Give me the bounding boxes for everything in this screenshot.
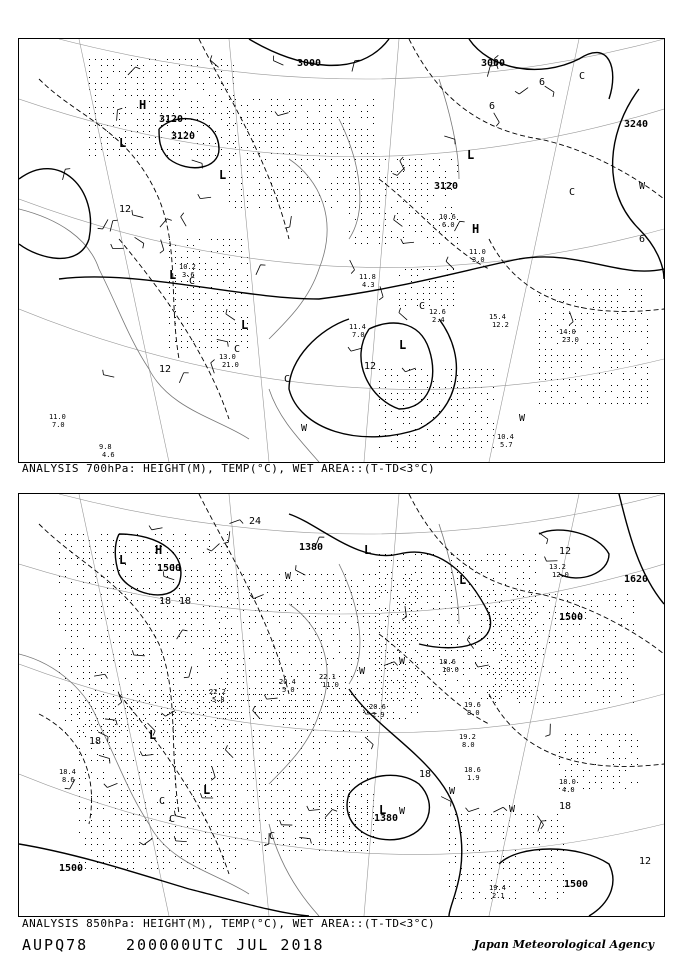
isotherm-label: 6 [639,234,646,245]
isotherm-dashed [489,694,664,766]
map-850hpa-canvas [19,494,664,916]
station-dewpoint-depression: 10.0 [442,666,459,674]
contour-height-label: 3120 [171,131,196,142]
wind-barbs [65,520,558,846]
contour-height-label: 1500 [157,563,182,574]
pressure-center-label: L [219,168,227,182]
coastline [269,389,319,462]
isotherm-label: 12 [364,361,377,372]
contour-height-label: 1500 [564,879,589,890]
station-dewpoint-depression: 8.0 [467,709,480,717]
station-temperature: 10.4 [497,433,514,441]
height-contour [619,494,664,604]
temperature-center-label: W [639,181,646,192]
station-temperature: 19.4 [489,884,506,892]
isotherm-label: 12 [559,546,572,557]
graticule-line [229,39,269,462]
station-temperature: 11.8 [359,273,376,281]
temperature-center-label: C [189,276,196,287]
pressure-center-label: L [169,268,177,282]
coastline [439,79,459,179]
isotherm-dashed [119,694,229,874]
station-temperature: 22.2 [209,688,226,696]
contour-height-label: 1380 [374,813,399,824]
station-temperature: 10.6 [439,213,456,221]
contour-height-label: 3000 [481,58,506,69]
station-temperature: 9.8 [99,443,112,451]
station-temperature: 19.2 [459,733,476,741]
station-dewpoint-depression: 8.6 [62,776,75,784]
graticule-line [19,664,664,733]
analysis-850hpa-map [18,493,665,917]
isotherm-label: 6 [539,77,546,88]
station-dewpoint-depression: 5.7 [500,441,513,449]
station-dewpoint-depression: 23.0 [562,336,579,344]
graticule-line [19,99,664,157]
station-temperature: 20.6 [369,703,386,711]
temperature-center-label: C [159,796,166,807]
coastline [19,209,249,439]
isotherm-label: 18 [159,596,172,607]
height-contour [289,319,456,437]
station-temperature: 11.0 [469,248,486,256]
station-dewpoint-depression: 6.0 [442,221,455,229]
caption-700hpa: ANALYSIS 700hPa: HEIGHT(M), TEMP(°C), WET AREA::(T-TD<3°C) [22,462,436,475]
temperature-center-label: C [419,301,426,312]
temperature-center-label: W [359,666,366,677]
temperature-center-label: W [519,413,526,424]
map-700hpa-canvas [19,39,664,462]
station-dewpoint-depression: 3.6 [182,271,195,279]
temperature-center-label: W [285,571,292,582]
pressure-center-label: H [472,222,480,236]
isotherm-label: 18 [419,769,432,780]
temperature-center-label: C [234,344,241,355]
station-temperature: 18.6 [464,766,481,774]
contour-height-label: 1380 [299,542,324,553]
graticule-line [229,494,269,916]
temperature-center-label: C [569,187,576,198]
pressure-center-label: L [119,553,127,567]
graticule-line [59,494,664,534]
pressure-center-label: L [399,338,407,352]
temperature-center-label: W [399,656,406,667]
coastline [269,824,319,916]
station-temperature: 11.0 [49,413,66,421]
contour-height-label: 3240 [624,119,649,130]
temperature-center-label: W [509,804,516,815]
graticule-line [19,309,664,389]
station-dewpoint-depression: 21.0 [222,361,239,369]
temperature-center-label: C [579,71,586,82]
graticule-line [19,199,664,268]
caption-850hpa: ANALYSIS 850hPa: HEIGHT(M), TEMP(°C), WET AREA::(T-TD<3°C) [22,917,436,930]
pressure-center-label: H [139,98,147,112]
pressure-center-label: L [149,728,157,742]
station-temperature: 15.4 [489,313,506,321]
station-temperature: 13.2 [549,563,566,571]
station-dewpoint-depression: 5.0 [282,686,295,694]
station-temperature: 18.4 [59,768,76,776]
station-temperature: 18.6 [439,658,456,666]
isotherm-label: 12 [159,364,172,375]
temperature-center-label: W [301,423,308,434]
station-temperature: 20.4 [279,678,296,686]
station-dewpoint-depression: 1.9 [467,774,480,782]
height-contour [19,169,91,259]
contour-height-label: 3120 [159,114,184,125]
pressure-center-label: H [155,543,163,557]
height-contour [469,39,613,99]
station-dewpoint-depression: 2.1 [492,892,505,900]
pressure-center-label: L [467,148,475,162]
isotherm-dashed [119,239,229,419]
station-temperature: 14.0 [559,328,576,336]
coastline [269,159,327,339]
station-dewpoint-depression: 4.3 [362,281,375,289]
graticule-line [59,39,664,79]
temperature-center-label: C [169,814,176,825]
coastline [339,564,360,684]
station-dewpoint-depression: 5.8 [212,696,225,704]
isotherm-label: 12 [119,204,132,215]
station-dewpoint-depression: 7.0 [352,331,365,339]
station-dewpoint-depression: 3.0 [472,256,485,264]
station-dewpoint-depression: 12.2 [492,321,509,329]
station-dewpoint-depression: 2.9 [372,711,385,719]
station-temperature: 18.0 [559,778,576,786]
contour-height-label: 1500 [559,612,584,623]
station-dewpoint-depression: 11.0 [322,681,339,689]
height-contour [499,849,613,916]
graticule-line [489,494,579,916]
station-temperature: 10.2 [179,263,196,271]
temperature-center-label: C [269,831,276,842]
chart-id: AUPQ78 [22,936,89,954]
temperature-center-label: W [399,806,406,817]
isotherm-label: 12 [639,856,652,867]
station-dewpoint-depression: 4.0 [562,786,575,794]
pressure-center-label: L [379,803,387,817]
isotherm-label: 18 [179,596,192,607]
station-temperature: 19.6 [464,701,481,709]
contour-height-label: 3120 [434,181,459,192]
station-temperature: 22.1 [319,673,336,681]
wet-area-stipple [59,534,638,899]
height-contour [347,775,429,839]
station-temperature: 12.6 [429,308,446,316]
isotherm-label: 6 [489,101,496,112]
contour-height-label: 3000 [297,58,322,69]
temperature-center-label: W [449,786,456,797]
station-dewpoint-depression: 8.0 [462,741,475,749]
analysis-700hpa-map [18,38,665,463]
graticule-line [489,39,579,462]
pressure-center-label: L [459,573,467,587]
contour-height-label: 1500 [59,863,84,874]
height-contour [349,689,462,916]
pressure-center-label: L [364,543,372,557]
station-temperature: 13.0 [219,353,236,361]
agency-credit: Japan Meteorological Agency [473,938,654,951]
contour-height-label: 1620 [624,574,649,585]
station-dewpoint-depression: 12.0 [552,571,569,579]
pressure-center-label: L [119,136,127,150]
coastline [339,119,360,239]
pressure-center-label: L [241,318,249,332]
isotherm-dashed [489,239,664,311]
temperature-center-label: C [284,374,291,385]
station-dewpoint-depression: 4.6 [102,451,115,459]
isotherm-label: 18 [559,801,572,812]
valid-time: 200000UTC JUL 2018 [126,936,325,954]
station-temperature: 11.4 [349,323,366,331]
isotherm-dashed [39,79,179,359]
isotherm-label: 24 [249,516,262,527]
pressure-center-label: L [203,783,211,797]
isotherm-label: 18 [89,736,102,747]
station-dewpoint-depression: 7.0 [52,421,65,429]
station-dewpoint-depression: 2.4 [432,316,445,324]
